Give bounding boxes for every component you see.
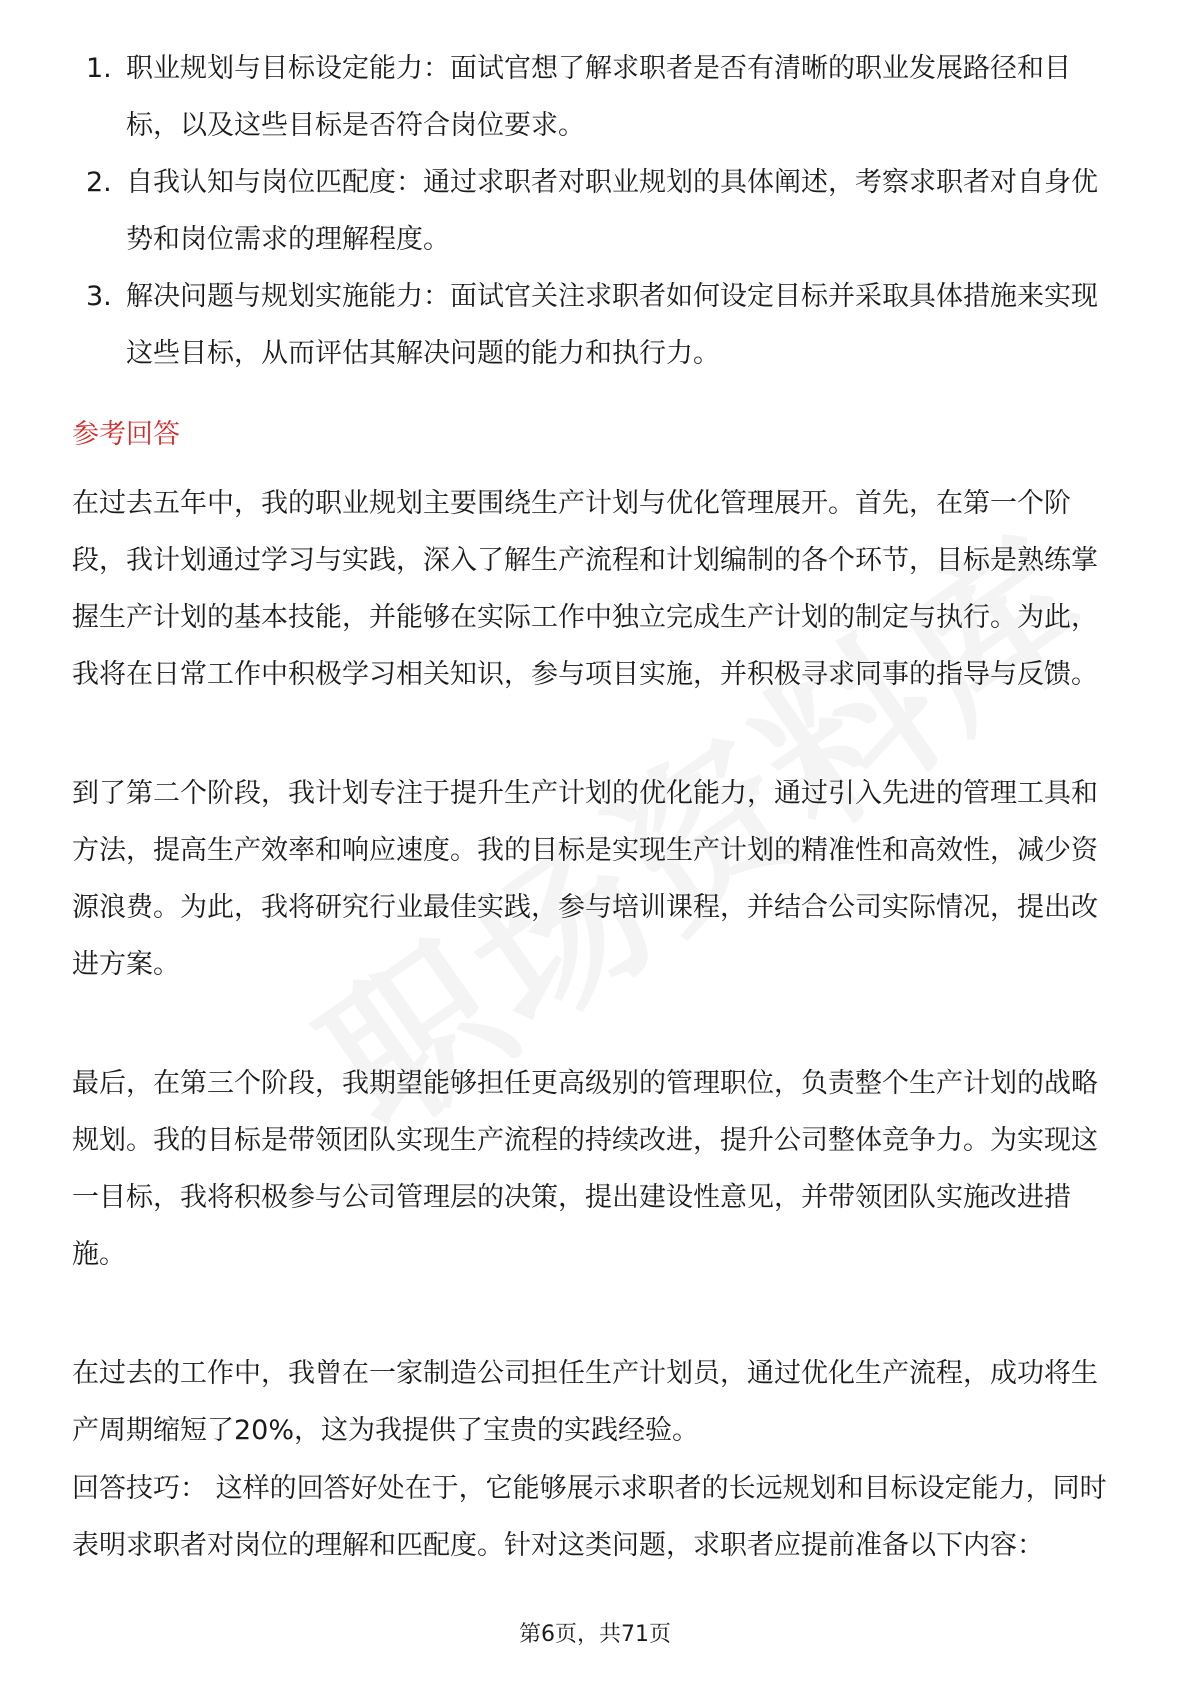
list-item-text: 职业规划与目标设定能力：面试官想了解求职者是否有清晰的职业发展路径和目标，以及这些目标是否符合岗位要求。 bbox=[126, 53, 1071, 141]
list-item bbox=[72, 40, 1122, 154]
page-number: 第6页，共71页 bbox=[519, 1622, 671, 1647]
list-item-text: 自我认知与岗位匹配度：通过求职者对职业规划的具体阐述，考察求职者对自身优势和岗位需求的理解程度。 bbox=[126, 167, 1098, 255]
answer-paragraph-1: 在过去五年中，我的职业规划主要围绕生产计划与优化管理展开。首先，在第一个阶段，我计划通过学习与实践，深入了解生产流程和计划编制的各个环节，目标是熟练掌握生产计划的基本技能，并能够在实际工作中独立完成生产计划的制定与执行。为此，我将在日常工作中积极学习相关知识，参与项目实施，并积极寻求同事的指导与反馈。 bbox=[72, 488, 1098, 690]
section-title: 参考回答 bbox=[72, 419, 180, 450]
list-item bbox=[72, 154, 1122, 268]
list-item-text: 解决问题与规划实施能力：面试官关注求职者如何设定目标并采取具体措施来实现这些目标，从而评估其解决问题的能力和执行力。 bbox=[126, 281, 1098, 369]
tips-paragraph: 回答技巧： 这样的回答好处在于，它能够展示求职者的长远规划和目标设定能力，同时表明求职者对岗位的理解和匹配度。针对这类问题，求职者应提前准备以下内容： bbox=[72, 1473, 1107, 1561]
list-item-number: 1. bbox=[86, 53, 112, 84]
list-item-number: 3. bbox=[86, 281, 112, 312]
answer-paragraph-3: 最后，在第三个阶段，我期望能够担任更高级别的管理职位，负责整个生产计划的战略规划。我的目标是带领团队实现生产流程的持续改进，提升公司整体竞争力。为实现这一目标，我将积极参与公司管理层的决策，提出建设性意见，并带领团队实施改进措施。 bbox=[72, 1068, 1098, 1270]
list-item bbox=[72, 268, 1122, 382]
evaluation-points-list bbox=[72, 40, 1122, 382]
answer-paragraph-4: 在过去的工作中，我曾在一家制造公司担任生产计划员，通过优化生产流程，成功将生产周期缩短了20%，这为我提供了宝贵的实践经验。 bbox=[72, 1358, 1098, 1446]
list-item-number: 2. bbox=[86, 167, 112, 198]
answer-paragraph-2: 到了第二个阶段，我计划专注于提升生产计划的优化能力，通过引入先进的管理工具和方法，提高生产效率和响应速度。我的目标是实现生产计划的精准性和高效性，减少资源浪费。为此，我将研究行业最佳实践，参与培训课程，并结合公司实际情况，提出改进方案。 bbox=[72, 778, 1098, 980]
